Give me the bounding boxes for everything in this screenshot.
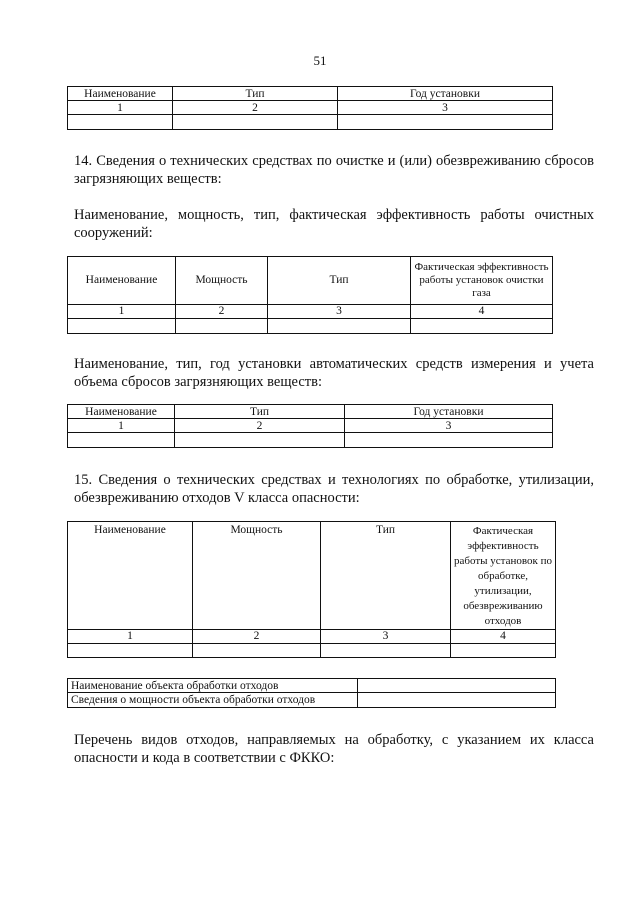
waste-processing-table <box>67 521 556 658</box>
measurement-devices-table <box>67 404 553 448</box>
column-number: 3 <box>345 419 553 433</box>
column-header-type: Тип <box>268 257 411 305</box>
column-number: 1 <box>68 419 175 433</box>
processing-object-capacity-value <box>358 693 556 708</box>
column-header-capacity: Мощность <box>193 522 321 630</box>
table-header-row <box>68 87 553 101</box>
column-header-year: Год установки <box>345 405 553 419</box>
processing-object-name-value <box>358 679 556 693</box>
column-number: 1 <box>68 305 176 319</box>
column-number: 2 <box>176 305 268 319</box>
column-header-name: Наименование <box>68 87 173 101</box>
column-number: 1 <box>68 101 173 115</box>
section-14-subheading-1: Наименование, мощность, тип, фактическая эффективность работы очистных сооружений: <box>74 207 594 241</box>
table-empty-row <box>68 115 553 130</box>
table-row <box>68 679 556 693</box>
column-number: 3 <box>321 630 451 644</box>
column-header-type: Тип <box>175 405 345 419</box>
column-header-name: Наименование <box>68 257 176 305</box>
column-header-efficiency: Фактическая эффективность работы установок по обработке, утилизации, обезвреживанию отходов <box>451 522 556 630</box>
section-14-heading: 14. Сведения о технических средствах по очистке и (или) обезвреживанию сбросов загрязняющих веществ: <box>74 153 594 187</box>
waste-types-paragraph: Перечень видов отходов, направляемых на обработку, с указанием их класса опасности и кода в соответствии с ФККО: <box>74 732 594 766</box>
table-number-row <box>68 630 556 644</box>
table-header-row <box>68 405 553 419</box>
column-number: 3 <box>268 305 411 319</box>
treatment-facilities-table <box>67 256 553 334</box>
table-number-row <box>68 101 553 115</box>
table-empty-row <box>68 319 553 334</box>
column-number: 2 <box>173 101 338 115</box>
column-number: 1 <box>68 630 193 644</box>
column-header-capacity: Мощность <box>176 257 268 305</box>
column-header-type: Тип <box>173 87 338 101</box>
section-14-subheading-2: Наименование, тип, год установки автоматических средств измерения и учета объема сбросов загрязняющих веществ: <box>74 356 594 390</box>
column-header-efficiency: Фактическая эффективность работы установок очистки газа <box>411 257 553 305</box>
equipment-table-top <box>67 86 553 130</box>
page-number: 51 <box>313 53 327 68</box>
table-header-row <box>68 522 556 630</box>
column-number: 3 <box>338 101 553 115</box>
column-number: 2 <box>193 630 321 644</box>
column-number: 4 <box>451 630 556 644</box>
column-number: 2 <box>175 419 345 433</box>
table-number-row <box>68 305 553 319</box>
processing-object-name-label: Наименование объекта обработки отходов <box>68 679 358 693</box>
table-empty-row <box>68 644 556 658</box>
table-row <box>68 693 556 708</box>
table-empty-row <box>68 433 553 448</box>
table-number-row <box>68 419 553 433</box>
column-header-year: Год установки <box>338 87 553 101</box>
section-15-heading: 15. Сведения о технических средствах и технологиях по обработке, утилизации, обезвреживанию отходов V класса опасности: <box>74 472 594 506</box>
processing-object-capacity-label: Сведения о мощности объекта обработки отходов <box>68 693 358 708</box>
column-header-name: Наименование <box>68 405 175 419</box>
column-header-name: Наименование <box>68 522 193 630</box>
column-header-type: Тип <box>321 522 451 630</box>
processing-object-table <box>67 678 556 708</box>
column-number: 4 <box>411 305 553 319</box>
table-header-row <box>68 257 553 305</box>
